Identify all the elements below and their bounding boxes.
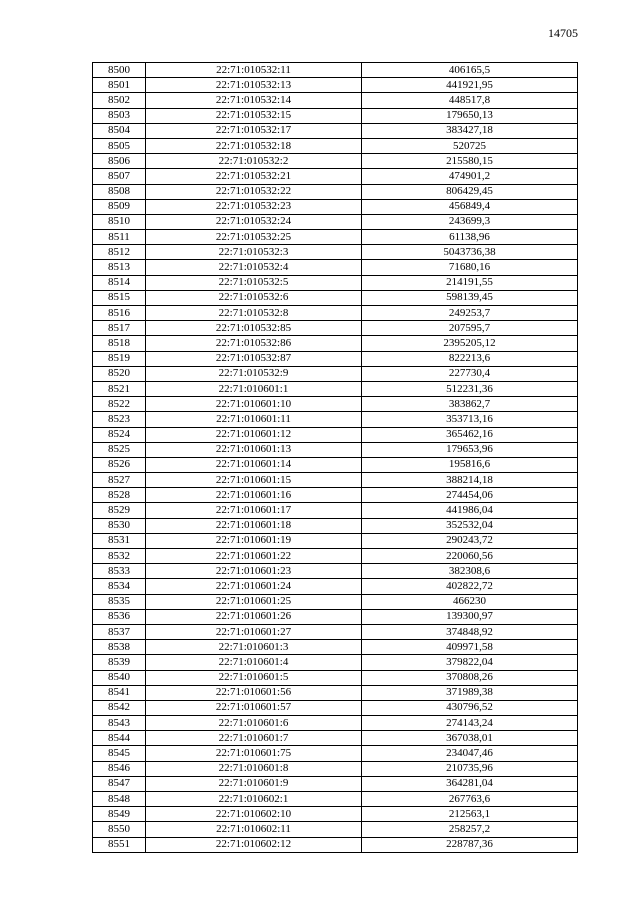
table-row [93,503,578,518]
row-number-cell: 8510 [93,214,146,229]
cadastral-number-cell: 22:71:010601:12 [146,427,362,442]
table-row [93,230,578,245]
table-row [93,214,578,229]
row-number-cell: 8548 [93,792,146,807]
cadastral-value-cell: 212563,1 [362,807,578,822]
row-number-cell: 8528 [93,488,146,503]
cadastral-value-cell: 822213,6 [362,351,578,366]
cadastral-value-cell: 374848,92 [362,624,578,639]
row-number-cell: 8533 [93,564,146,579]
cadastral-value-cell: 520725 [362,138,578,153]
table-row [93,594,578,609]
table-row [93,93,578,108]
table-row [93,473,578,488]
cadastral-number-cell: 22:71:010601:7 [146,731,362,746]
cadastral-number-cell: 22:71:010601:57 [146,700,362,715]
row-number-cell: 8524 [93,427,146,442]
cadastral-value-cell: 806429,45 [362,184,578,199]
cadastral-number-cell: 22:71:010601:4 [146,655,362,670]
cadastral-number-cell: 22:71:010532:6 [146,290,362,305]
table-row [93,108,578,123]
cadastral-value-cell: 383862,7 [362,397,578,412]
row-number-cell: 8541 [93,685,146,700]
cadastral-value-cell: 227730,4 [362,366,578,381]
cadastral-number-cell: 22:71:010532:21 [146,169,362,184]
cadastral-value-cell: 448517,8 [362,93,578,108]
row-number-cell: 8544 [93,731,146,746]
table-row [93,381,578,396]
cadastral-number-cell: 22:71:010532:4 [146,260,362,275]
cadastral-value-cell: 139300,97 [362,609,578,624]
table-row [93,731,578,746]
row-number-cell: 8542 [93,700,146,715]
row-number-cell: 8509 [93,199,146,214]
cadastral-value-cell: 179650,13 [362,108,578,123]
cadastral-value-cell: 370808,26 [362,670,578,685]
table-row [93,579,578,594]
row-number-cell: 8534 [93,579,146,594]
cadastral-value-cell: 388214,18 [362,473,578,488]
cadastral-value-cell: 214191,55 [362,275,578,290]
row-number-cell: 8518 [93,336,146,351]
row-number-cell: 8505 [93,138,146,153]
cadastral-number-cell: 22:71:010532:86 [146,336,362,351]
cadastral-number-cell: 22:71:010602:12 [146,837,362,852]
cadastral-number-cell: 22:71:010601:11 [146,412,362,427]
row-number-cell: 8504 [93,123,146,138]
row-number-cell: 8525 [93,442,146,457]
table-row [93,245,578,260]
cadastral-number-cell: 22:71:010601:9 [146,776,362,791]
cadastral-value-cell: 512231,36 [362,381,578,396]
cadastral-number-cell: 22:71:010532:14 [146,93,362,108]
cadastral-value-cell: 402822,72 [362,579,578,594]
table-row [93,427,578,442]
table-row [93,260,578,275]
cadastral-number-cell: 22:71:010532:23 [146,199,362,214]
table-row [93,457,578,472]
row-number-cell: 8507 [93,169,146,184]
row-number-cell: 8529 [93,503,146,518]
row-number-cell: 8523 [93,412,146,427]
cadastral-value-cell: 379822,04 [362,655,578,670]
cadastral-value-cell: 441986,04 [362,503,578,518]
cadastral-number-cell: 22:71:010532:13 [146,78,362,93]
table-row [93,199,578,214]
page-number: 14705 [548,26,578,40]
cadastral-value-cell: 215580,15 [362,154,578,169]
table-row [93,670,578,685]
cadastral-value-cell: 364281,04 [362,776,578,791]
row-number-cell: 8551 [93,837,146,852]
cadastral-number-cell: 22:71:010532:18 [146,138,362,153]
table-row [93,63,578,78]
cadastral-number-cell: 22:71:010532:87 [146,351,362,366]
row-number-cell: 8515 [93,290,146,305]
row-number-cell: 8547 [93,776,146,791]
cadastral-number-cell: 22:71:010601:8 [146,761,362,776]
cadastral-value-cell: 474901,2 [362,169,578,184]
table-row [93,716,578,731]
row-number-cell: 8538 [93,640,146,655]
table-row [93,366,578,381]
cadastral-value-cell: 234047,46 [362,746,578,761]
table-row [93,275,578,290]
table-row [93,564,578,579]
cadastral-number-cell: 22:71:010601:19 [146,533,362,548]
row-number-cell: 8532 [93,549,146,564]
row-number-cell: 8521 [93,381,146,396]
table-row [93,306,578,321]
cadastral-number-cell: 22:71:010601:75 [146,746,362,761]
cadastral-value-cell: 274143,24 [362,716,578,731]
cadastral-value-cell: 220060,56 [362,549,578,564]
table-row [93,776,578,791]
row-number-cell: 8516 [93,306,146,321]
cadastral-number-cell: 22:71:010602:10 [146,807,362,822]
cadastral-number-cell: 22:71:010601:22 [146,549,362,564]
cadastral-value-cell: 365462,16 [362,427,578,442]
table-row [93,655,578,670]
row-number-cell: 8540 [93,670,146,685]
cadastral-value-cell: 2395205,12 [362,336,578,351]
cadastral-value-cell: 371989,38 [362,685,578,700]
cadastral-number-cell: 22:71:010601:26 [146,609,362,624]
cadastral-number-cell: 22:71:010601:27 [146,624,362,639]
cadastral-number-cell: 22:71:010601:10 [146,397,362,412]
cadastral-value-cell: 207595,7 [362,321,578,336]
cadastral-value-cell: 274454,06 [362,488,578,503]
row-number-cell: 8537 [93,624,146,639]
cadastral-value-cell: 352532,04 [362,518,578,533]
cadastral-value-cell: 243699,3 [362,214,578,229]
cadastral-number-cell: 22:71:010532:22 [146,184,362,199]
cadastral-value-cell: 267763,6 [362,792,578,807]
table-row [93,609,578,624]
cadastral-value-cell: 383427,18 [362,123,578,138]
row-number-cell: 8522 [93,397,146,412]
table-row [93,397,578,412]
cadastral-number-cell: 22:71:010601:6 [146,716,362,731]
table-body [93,63,578,853]
row-number-cell: 8536 [93,609,146,624]
cadastral-number-cell: 22:71:010532:8 [146,306,362,321]
table-row [93,822,578,837]
row-number-cell: 8539 [93,655,146,670]
cadastral-value-table [92,62,578,853]
row-number-cell: 8512 [93,245,146,260]
table-row [93,336,578,351]
table-row [93,533,578,548]
cadastral-number-cell: 22:71:010601:25 [146,594,362,609]
cadastral-number-cell: 22:71:010532:17 [146,123,362,138]
row-number-cell: 8511 [93,230,146,245]
cadastral-number-cell: 22:71:010601:5 [146,670,362,685]
cadastral-number-cell: 22:71:010601:3 [146,640,362,655]
cadastral-number-cell: 22:71:010532:15 [146,108,362,123]
cadastral-number-cell: 22:71:010601:1 [146,381,362,396]
cadastral-number-cell: 22:71:010601:14 [146,457,362,472]
row-number-cell: 8530 [93,518,146,533]
row-number-cell: 8508 [93,184,146,199]
cadastral-number-cell: 22:71:010601:23 [146,564,362,579]
cadastral-number-cell: 22:71:010532:2 [146,154,362,169]
table-row [93,78,578,93]
cadastral-number-cell: 22:71:010532:3 [146,245,362,260]
cadastral-value-cell: 466230 [362,594,578,609]
cadastral-value-cell: 441921,95 [362,78,578,93]
cadastral-value-cell: 228787,36 [362,837,578,852]
row-number-cell: 8535 [93,594,146,609]
row-number-cell: 8514 [93,275,146,290]
cadastral-number-cell: 22:71:010601:56 [146,685,362,700]
cadastral-value-cell: 382308,6 [362,564,578,579]
table-row [93,792,578,807]
row-number-cell: 8503 [93,108,146,123]
table-row [93,154,578,169]
table-row [93,442,578,457]
row-number-cell: 8550 [93,822,146,837]
row-number-cell: 8501 [93,78,146,93]
cadastral-value-cell: 258257,2 [362,822,578,837]
cadastral-value-cell: 61138,96 [362,230,578,245]
cadastral-number-cell: 22:71:010601:13 [146,442,362,457]
table-row [93,624,578,639]
table-row [93,488,578,503]
row-number-cell: 8519 [93,351,146,366]
table-row [93,746,578,761]
row-number-cell: 8526 [93,457,146,472]
cadastral-number-cell: 22:71:010532:25 [146,230,362,245]
row-number-cell: 8549 [93,807,146,822]
cadastral-number-cell: 22:71:010601:24 [146,579,362,594]
table-row [93,640,578,655]
cadastral-value-cell: 5043736,38 [362,245,578,260]
cadastral-value-cell: 249253,7 [362,306,578,321]
cadastral-value-cell: 409971,58 [362,640,578,655]
cadastral-number-cell: 22:71:010532:9 [146,366,362,381]
cadastral-value-cell: 179653,96 [362,442,578,457]
table-row [93,184,578,199]
table-row [93,290,578,305]
row-number-cell: 8546 [93,761,146,776]
table-row [93,549,578,564]
table-row [93,518,578,533]
row-number-cell: 8500 [93,63,146,78]
cadastral-value-cell: 406165,5 [362,63,578,78]
row-number-cell: 8543 [93,716,146,731]
row-number-cell: 8527 [93,473,146,488]
cadastral-value-cell: 456849,4 [362,199,578,214]
cadastral-number-cell: 22:71:010601:16 [146,488,362,503]
cadastral-number-cell: 22:71:010601:17 [146,503,362,518]
table-row [93,123,578,138]
table-row [93,138,578,153]
cadastral-value-cell: 430796,52 [362,700,578,715]
row-number-cell: 8517 [93,321,146,336]
table-row [93,685,578,700]
table-row [93,761,578,776]
row-number-cell: 8545 [93,746,146,761]
cadastral-value-cell: 598139,45 [362,290,578,305]
cadastral-value-cell: 210735,96 [362,761,578,776]
row-number-cell: 8502 [93,93,146,108]
cadastral-number-cell: 22:71:010532:5 [146,275,362,290]
row-number-cell: 8531 [93,533,146,548]
cadastral-number-cell: 22:71:010532:85 [146,321,362,336]
cadastral-number-cell: 22:71:010601:15 [146,473,362,488]
table-row [93,169,578,184]
cadastral-number-cell: 22:71:010602:11 [146,822,362,837]
cadastral-value-cell: 353713,16 [362,412,578,427]
cadastral-value-cell: 195816,6 [362,457,578,472]
cadastral-number-cell: 22:71:010532:24 [146,214,362,229]
row-number-cell: 8513 [93,260,146,275]
table-row [93,321,578,336]
table-row [93,412,578,427]
cadastral-value-cell: 71680,16 [362,260,578,275]
table-row [93,351,578,366]
cadastral-value-cell: 367038,01 [362,731,578,746]
cadastral-number-cell: 22:71:010601:18 [146,518,362,533]
row-number-cell: 8506 [93,154,146,169]
cadastral-number-cell: 22:71:010602:1 [146,792,362,807]
table-row [93,807,578,822]
row-number-cell: 8520 [93,366,146,381]
table-row [93,700,578,715]
table-row [93,837,578,852]
cadastral-number-cell: 22:71:010532:11 [146,63,362,78]
cadastral-value-cell: 290243,72 [362,533,578,548]
